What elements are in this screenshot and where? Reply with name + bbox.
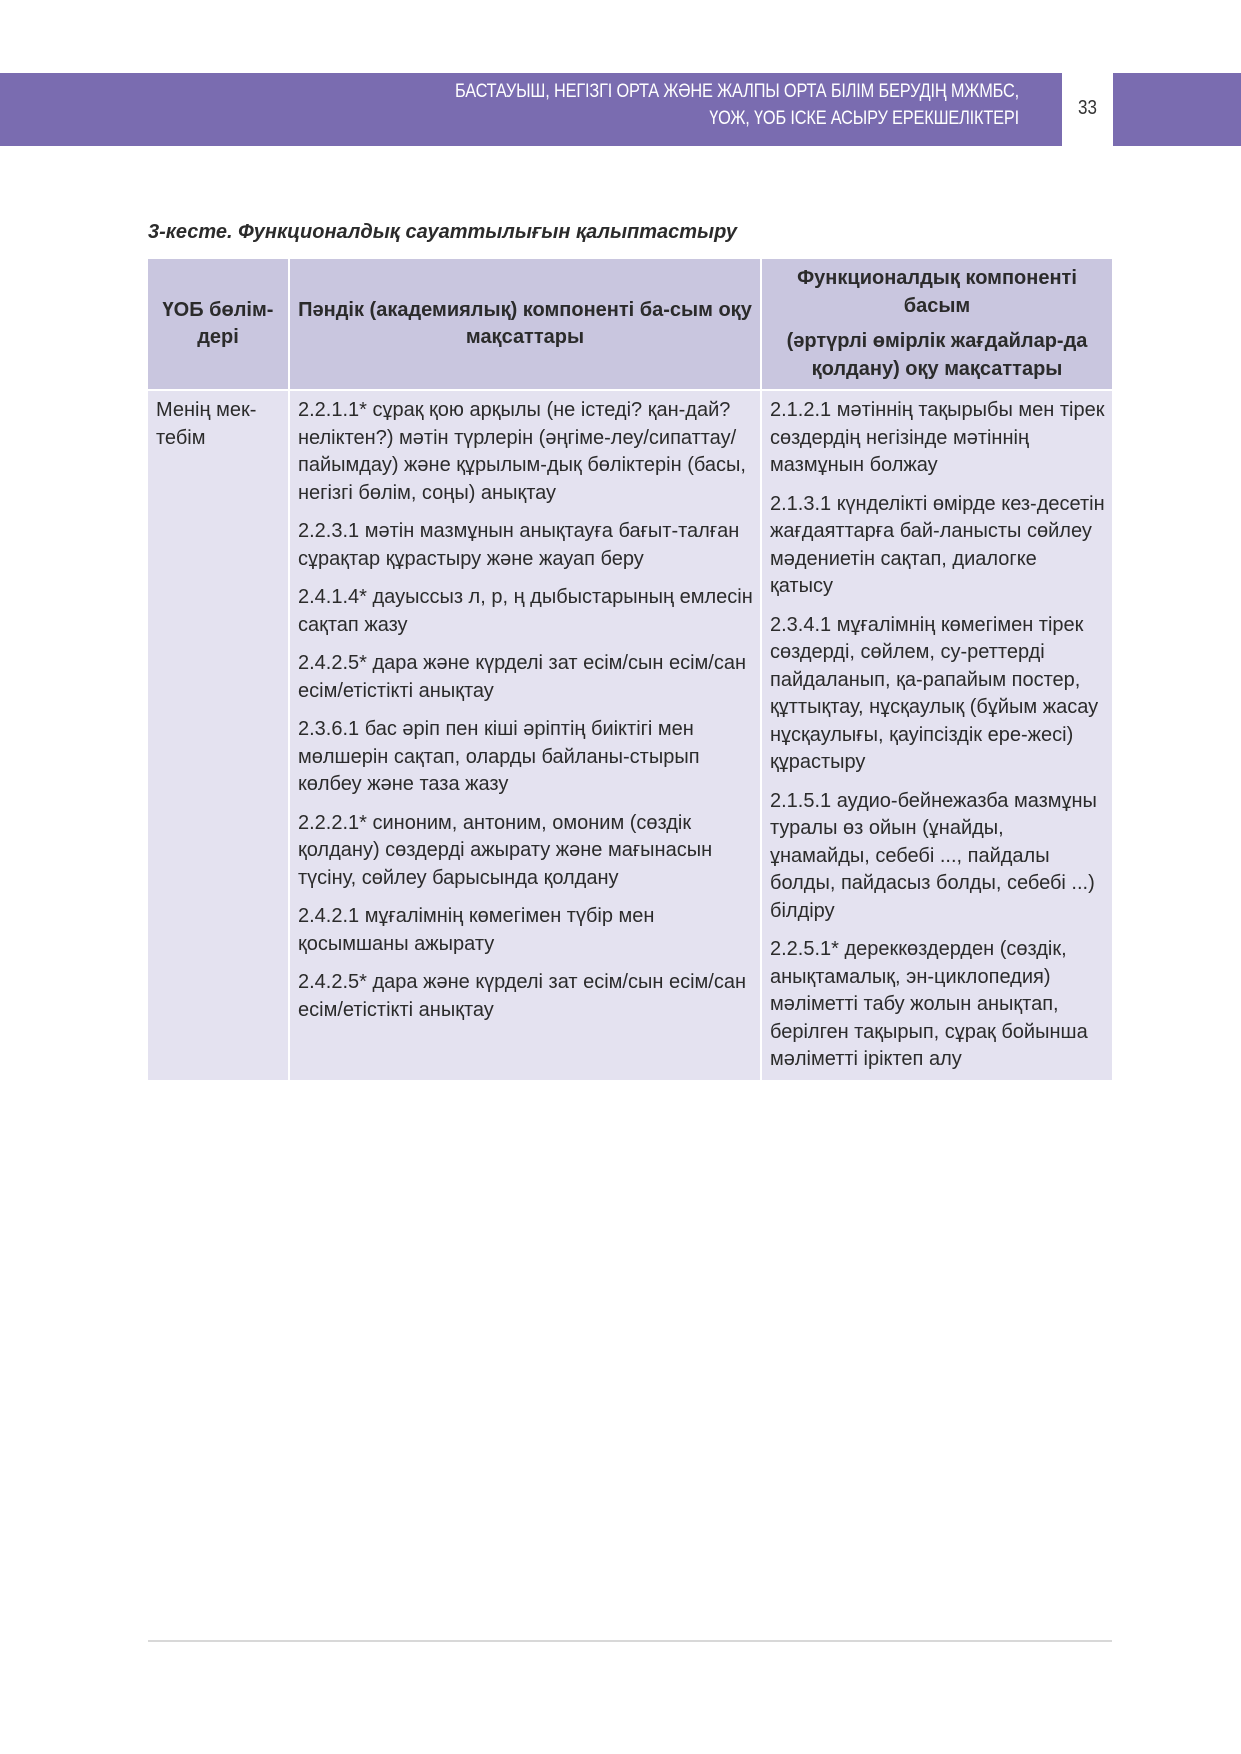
running-header-line-1: БАСТАУЫШ, НЕГІЗГІ ОРТА ЖӘНЕ ЖАЛПЫ ОРТА БІЛІМ БЕРУДІҢ МЖМБС, (455, 81, 1020, 102)
functional-objective: 2.1.5.1 аудио-бейнежазба мазмұны туралы өз ойын (ұнайды, ұнамайды, себебі ..., пайдалы болды, пайдасыз болды, себебі ...) білдіру (770, 789, 1097, 922)
table-header-row (148, 259, 1112, 390)
section-name: Менің мек-тебім (156, 399, 257, 449)
header-sections (148, 259, 289, 390)
academic-objective: 2.4.2.5* дара және күрделі зат есім/сын есім/сан есім/етістікті анықтау (298, 652, 746, 702)
header-academic (289, 259, 761, 390)
footer-rule (148, 1640, 1112, 1642)
academic-objectives-cell (289, 390, 761, 1080)
functional-objective: 2.3.4.1 мұғалімнің көмегімен тірек сөздерді, сөйлем, су-реттерді пайдаланып, қа-рапайым постер, құттықтау, нұсқаулық (бұйым жасау нұсқаулығы, қауіпсіздік ере-жесі) құрастыру (770, 613, 1099, 773)
header-academic-label: Пәндік (академиялық) компоненті ба-сым оқу мақсаттары (298, 298, 752, 348)
academic-objective: 2.2.3.1 мәтін мазмұнын анықтауға бағыт-талған сұрақтар құрастыру және жауап беру (298, 520, 740, 570)
table-caption: 3-кесте. Функционалдық сауаттылығын қалыптастыру (148, 221, 737, 243)
functional-objective: 2.1.2.1 мәтіннің тақырыбы мен тірек сөздердің негізінде мәтіннің мазмұнын болжау (770, 399, 1105, 476)
functional-objectives-cell (761, 390, 1112, 1080)
running-header-line-2: ҮОЖ, ҮОБ ІСКЕ АСЫРУ ЕРЕКШЕЛІКТЕРІ (709, 108, 1019, 129)
table-row (148, 390, 1112, 1080)
academic-objective: 2.3.6.1 бас әріп пен кіші әріптің биіктігі мен мөлшерін сақтап, оларды байланы-стырып көлбеу және таза жазу (298, 718, 700, 795)
header-functional-label: Функционалдық компоненті басым (797, 267, 1077, 317)
academic-objective: 2.2.1.1* сұрақ қою арқылы (не істеді? қан-дай? неліктен?) мәтін түрлерін (әңгіме-леу/сипаттау/пайымдау) және құрылым-дық бөліктерін (басы, негізгі бөлім, соңы) анықтау (298, 399, 746, 504)
header-band-right (1113, 73, 1241, 146)
header-functional-sublabel: (әртүрлі өмірлік жағдайлар-да қолдану) оқу мақсаттары (786, 330, 1088, 380)
academic-objective: 2.4.2.5* дара және күрделі зат есім/сын есім/сан есім/етістікті анықтау (298, 971, 746, 1021)
academic-objective: 2.2.2.1* синоним, антоним, омоним (сөздік қолдану) сөздерді ажырату және мағынасын түсіну, сөйлеу барысында қолдану (298, 811, 713, 889)
functional-objective: 2.1.3.1 күнделікті өмірде кез-десетін жағдаяттарға бай-ланысты сөйлеу мәдениетін сақтап, диалогке қатысу (770, 492, 1105, 597)
running-header-title (417, 78, 1019, 132)
header-sections-label: ҮОБ бөлім-дері (162, 298, 274, 348)
page-number: 33 (1078, 97, 1097, 119)
academic-objective: 2.4.1.4* дауыссыз л, р, ң дыбыстарының емлесін сақтап жазу (298, 586, 753, 636)
academic-objective: 2.4.2.1 мұғалімнің көмегімен түбір мен қосымшаны ажырату (298, 905, 655, 955)
objectives-table (148, 259, 1112, 1080)
section-cell (148, 390, 289, 1080)
functional-objective: 2.2.5.1* дереккөздерден (сөздік, анықтамалық, эн-циклопедия) мәліметті табу жолын анықтап, берілген тақырып, сұрақ бойынша мәліметті іріктеп алу (770, 938, 1088, 1070)
header-functional (761, 259, 1112, 390)
